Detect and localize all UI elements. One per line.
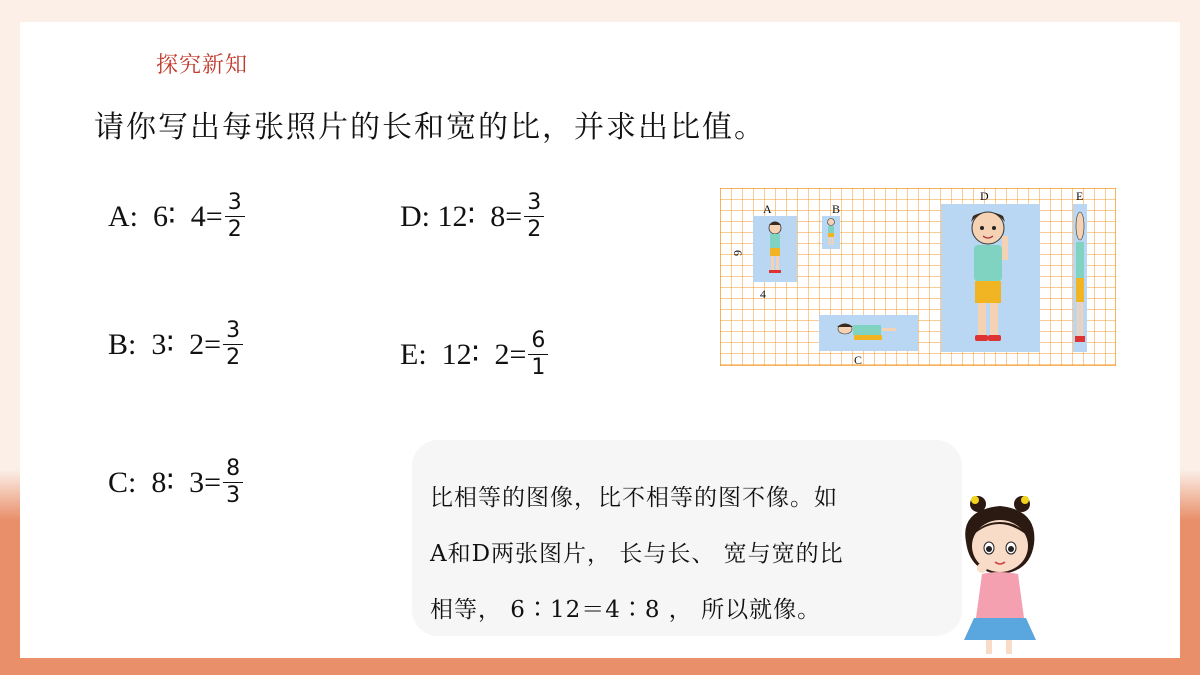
answer-e xyxy=(400,330,548,379)
photo-a xyxy=(753,216,797,282)
answer-b xyxy=(108,320,243,369)
answer-d-denominator: 2 xyxy=(527,217,542,242)
label-a: A xyxy=(763,202,772,216)
answer-c-numerator: 8 xyxy=(223,458,243,483)
answer-a-numerator: 3 xyxy=(225,192,245,217)
explanation-line-2: A和D两张图片， 长与长、 宽与宽的比 xyxy=(430,541,844,567)
answer-c-fraction xyxy=(223,458,243,507)
answer-a xyxy=(108,192,245,241)
answer-b-fraction xyxy=(223,320,243,369)
label-a-width: 4 xyxy=(760,287,766,301)
photo-e xyxy=(1073,204,1087,352)
answer-a-fraction xyxy=(225,192,245,241)
explanation-text xyxy=(430,470,950,638)
photo-b xyxy=(822,216,840,249)
explanation-line-1: 比相等的图像，比不相等的图不像。如 xyxy=(430,485,838,511)
label-a-height: 6 xyxy=(731,250,745,256)
label-c: C xyxy=(854,353,863,366)
label-e: E xyxy=(1076,189,1084,203)
answer-c-denominator: 3 xyxy=(226,483,241,508)
question-text: 请你写出每张照片的长和宽的比，并求出比值。 xyxy=(94,110,766,145)
answer-e-ratio: E: 12∶ 2= xyxy=(400,338,527,371)
section-title: 探究新知 xyxy=(156,53,249,78)
answer-a-ratio: A: 6∶ 4= xyxy=(108,200,223,233)
answer-d-numerator: 3 xyxy=(524,192,544,217)
answer-c xyxy=(108,458,243,507)
answer-d-fraction xyxy=(524,192,544,241)
explanation-bubble xyxy=(412,440,962,636)
answer-e-fraction xyxy=(528,330,548,379)
answer-b-numerator: 3 xyxy=(223,320,243,345)
photo-c xyxy=(819,315,918,351)
answer-d-ratio: D: 12∶ 8= xyxy=(400,200,523,233)
photo-grid-figure xyxy=(720,188,1116,366)
answer-a-denominator: 2 xyxy=(227,217,242,242)
label-d: D xyxy=(980,189,989,203)
slide xyxy=(20,22,1180,658)
girl-character-icon xyxy=(938,492,1058,657)
answer-d xyxy=(400,192,544,241)
answer-b-denominator: 2 xyxy=(226,345,241,370)
answer-e-numerator: 6 xyxy=(528,330,548,355)
explanation-line-3: 相等， 6∶12＝4∶8 ， 所以就像。 xyxy=(430,597,822,623)
answer-e-denominator: 1 xyxy=(531,355,546,380)
label-b: B xyxy=(832,202,841,216)
photo-d xyxy=(941,204,1040,352)
answer-b-ratio: B: 3∶ 2= xyxy=(108,328,222,361)
answer-c-ratio: C: 8∶ 3= xyxy=(108,466,222,499)
